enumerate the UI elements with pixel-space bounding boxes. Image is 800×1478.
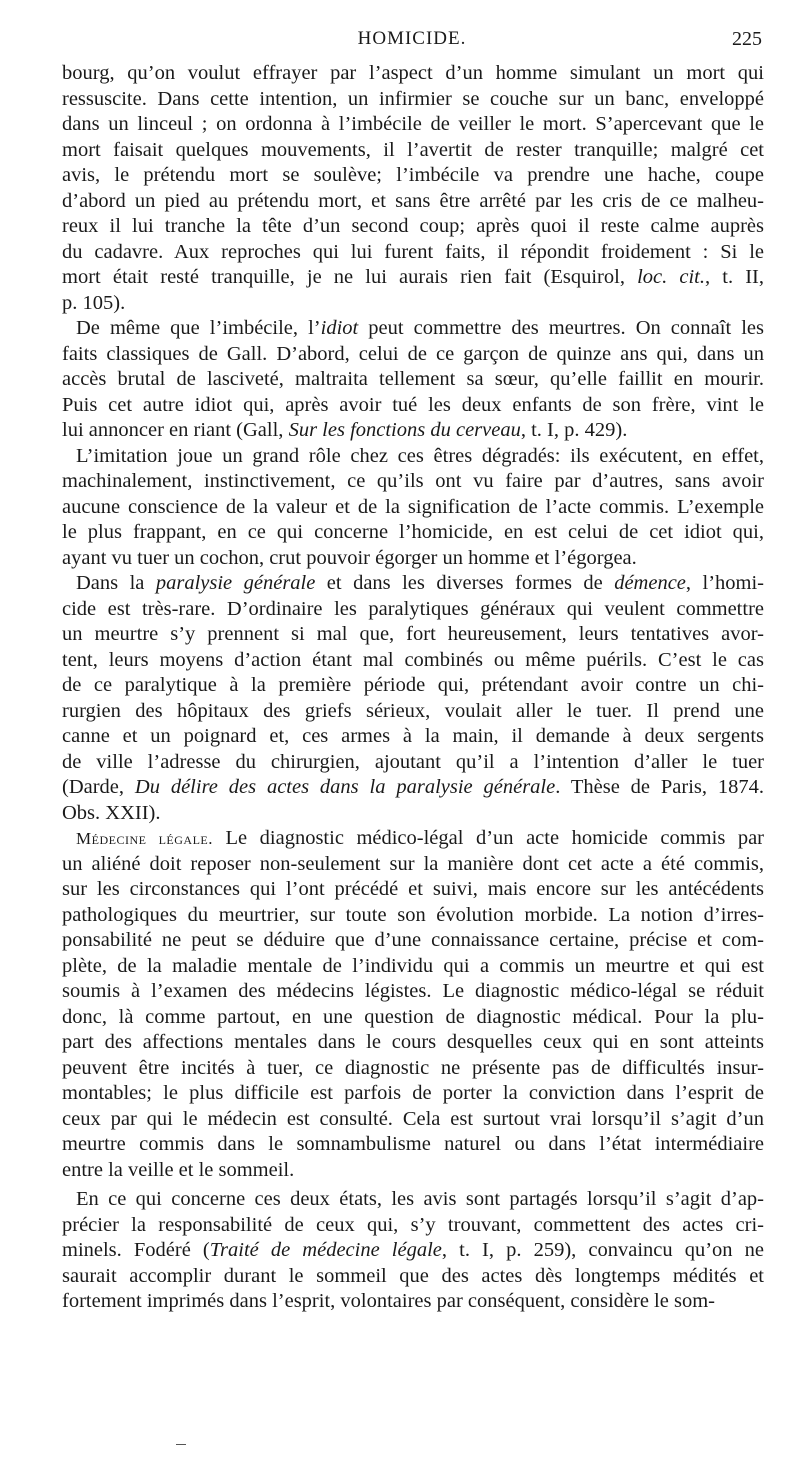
- text-line: plète, de la maladie mentale de l’individu qui a commis un meurtre et qui est: [62, 954, 764, 977]
- text-line: machinalement, instinctivement, ce qu’ils ont vu faire par d’autres, sans avoir: [62, 470, 764, 492]
- text-line: sur les circonstances qui l’ont précédé et suivi, mais encore sur les antécédents: [62, 878, 764, 900]
- text-line: Dans la paralysie générale et dans les diverses formes de démence, l’homi-: [76, 572, 764, 594]
- text-line: saurait accomplir durant le sommeil que des actes dès longtemps médités et: [62, 1264, 764, 1287]
- text-line: de ville l’adresse du chirurgien, ajoutant qu’il a l’intention d’aller le tuer: [62, 750, 764, 773]
- text-line: (Darde, Du délire des actes dans la paralysie générale. Thèse de Paris, 1874.: [62, 776, 765, 798]
- text-line: ressuscite. Dans cette intention, un infirmier se couche sur un banc, enveloppé: [62, 87, 764, 110]
- text-line: rurgien des hôpitaux des griefs sérieux, voulait aller le tuer. Il prend une: [62, 699, 764, 722]
- text-line: ayant vu tuer un cochon, crut pouvoir égorger un homme et l’égorgea.: [62, 546, 637, 569]
- running-title: HOMICIDE.: [357, 28, 467, 49]
- text-line: de ce paralytique à la première période qui, prétendant avoir contre un chi-: [62, 674, 764, 696]
- paragraph: [62, 61, 764, 316]
- text-line: En ce qui concerne ces deux états, les avis sont partagés lorsqu’il s’agit d’ap-: [76, 1188, 764, 1210]
- text-line: le plus frappant, en ce qui concerne l’homicide, en est celui de cet idiot qui,: [62, 521, 764, 543]
- text-line: peuvent être incités à tuer, ce diagnostic ne présente pas de difficultés insur-: [62, 1056, 764, 1079]
- text-line: faits classiques de Gall. D’abord, celui de ce garçon de quinze ans qui, dans un: [62, 342, 764, 365]
- text-line: De même que l’imbécile, l’idiot peut commettre des meurtres. On connaît les: [76, 317, 764, 339]
- running-head: [62, 28, 762, 56]
- text-line: p. 105).: [62, 291, 126, 314]
- text-line: un meurtre s’y prennent si mal que, fort heureusement, leurs tentatives avor-: [62, 623, 764, 645]
- text-line: ceux par qui le médecin est consulté. Cela est surtout vrai lorsqu’il s’agit d’un: [62, 1107, 764, 1130]
- paragraph: [62, 444, 764, 572]
- footer-dash: [176, 1444, 186, 1445]
- text-line: mort était resté tranquille, je ne lui aurais rien fait (Esquirol, loc. cit., t. II,: [62, 266, 764, 288]
- text-line: dans un linceul ; on ordonna à l’imbécile de veiller le mort. S’apercevant que le: [62, 113, 764, 135]
- text-line: soumis à l’examen des médecins légistes. Le diagnostic médico-légal se réduit: [62, 980, 764, 1002]
- text-line: du cadavre. Aux reproches qui lui furent faits, il répondit froidement : Si le: [62, 240, 764, 263]
- paragraph: [62, 826, 764, 1183]
- text-line: un aliéné doit reposer non-seulement sur la manière dont cet acte a été commis,: [62, 852, 764, 875]
- text-line: Médecine légale. Le diagnostic médico-légal d’un acte homicide commis par: [76, 827, 764, 849]
- text-line: fortement imprimés dans l’esprit, volontaires par conséquent, considère le som-: [62, 1290, 715, 1312]
- text-line: bourg, qu’on voulut effrayer par l’aspect d’un homme simulant un mort qui: [62, 62, 764, 84]
- text-line: cide est très-rare. D’ordinaire les paralytiques généraux qui veulent commettre: [62, 597, 764, 620]
- text-line: lui annoncer en riant (Gall, Sur les fonctions du cerveau, t. I, p. 429).: [62, 419, 628, 441]
- paragraph: [62, 571, 764, 826]
- text-line: aucune conscience de la valeur et de la signification de l’acte commis. L’exemple: [62, 495, 764, 518]
- text-line: montables; le plus difficile est parfois de porter la conviction dans l’esprit de: [62, 1082, 764, 1104]
- body-text: [62, 61, 764, 1315]
- text-line: entre la veille et le sommeil.: [62, 1158, 295, 1181]
- text-line: minels. Fodéré (Traité de médecine légale, t. I, p. 259), convaincu qu’on ne: [62, 1239, 764, 1261]
- text-line: pathologiques du meurtrier, sur toute son évolution morbide. La notion d’irres-: [62, 903, 764, 926]
- text-line: reux il lui tranche la tête d’un second coup; après quoi il reste calme auprès: [62, 215, 764, 237]
- paragraph: [62, 316, 764, 444]
- text-line: ponsabilité ne peut se déduire que d’une connaissance certaine, précise et com-: [62, 929, 764, 951]
- page-number: 225: [732, 28, 762, 50]
- text-line: canne et un poignard et, ces armes à la main, il demande à deux sergents: [62, 725, 764, 747]
- text-line: meurtre commis dans le somnambulisme naturel ou dans l’état intermédiaire: [62, 1133, 764, 1155]
- text-line: Puis cet autre idiot qui, après avoir tué les deux enfants de son frère, vint le: [62, 393, 764, 416]
- text-line: précier la responsabilité de ceux qui, s’y trouvant, commettent des actes cri-: [62, 1213, 764, 1236]
- text-line: L’imitation joue un grand rôle chez ces êtres dégradés: ils exécutent, en effet,: [76, 444, 764, 467]
- text-line: d’abord un pied au prétendu mort, et sans être arrêté par les cris de ce malheu-: [62, 189, 764, 212]
- text-line: Obs. XXII).: [62, 801, 161, 824]
- text-line: tent, leurs moyens d’action étant mal combinés ou même puérils. C’est le cas: [62, 648, 764, 671]
- text-line: avis, le prétendu mort se soulève; l’imbécile va prendre une hache, coupe: [62, 164, 764, 186]
- text-line: mort faisait quelques mouvements, il l’avertit de rester tranquille; malgré cet: [62, 138, 764, 161]
- text-line: accès brutal de lasciveté, maltraita tellement sa sœur, qu’elle faillit en mourir.: [62, 368, 764, 390]
- paragraph: [62, 1187, 764, 1315]
- text-line: part des affections mentales dans le cours desquelles ceux qui en sont atteints: [62, 1031, 764, 1053]
- text-line: donc, là comme partout, en une question de diagnostic médical. Pour la plu-: [62, 1005, 764, 1028]
